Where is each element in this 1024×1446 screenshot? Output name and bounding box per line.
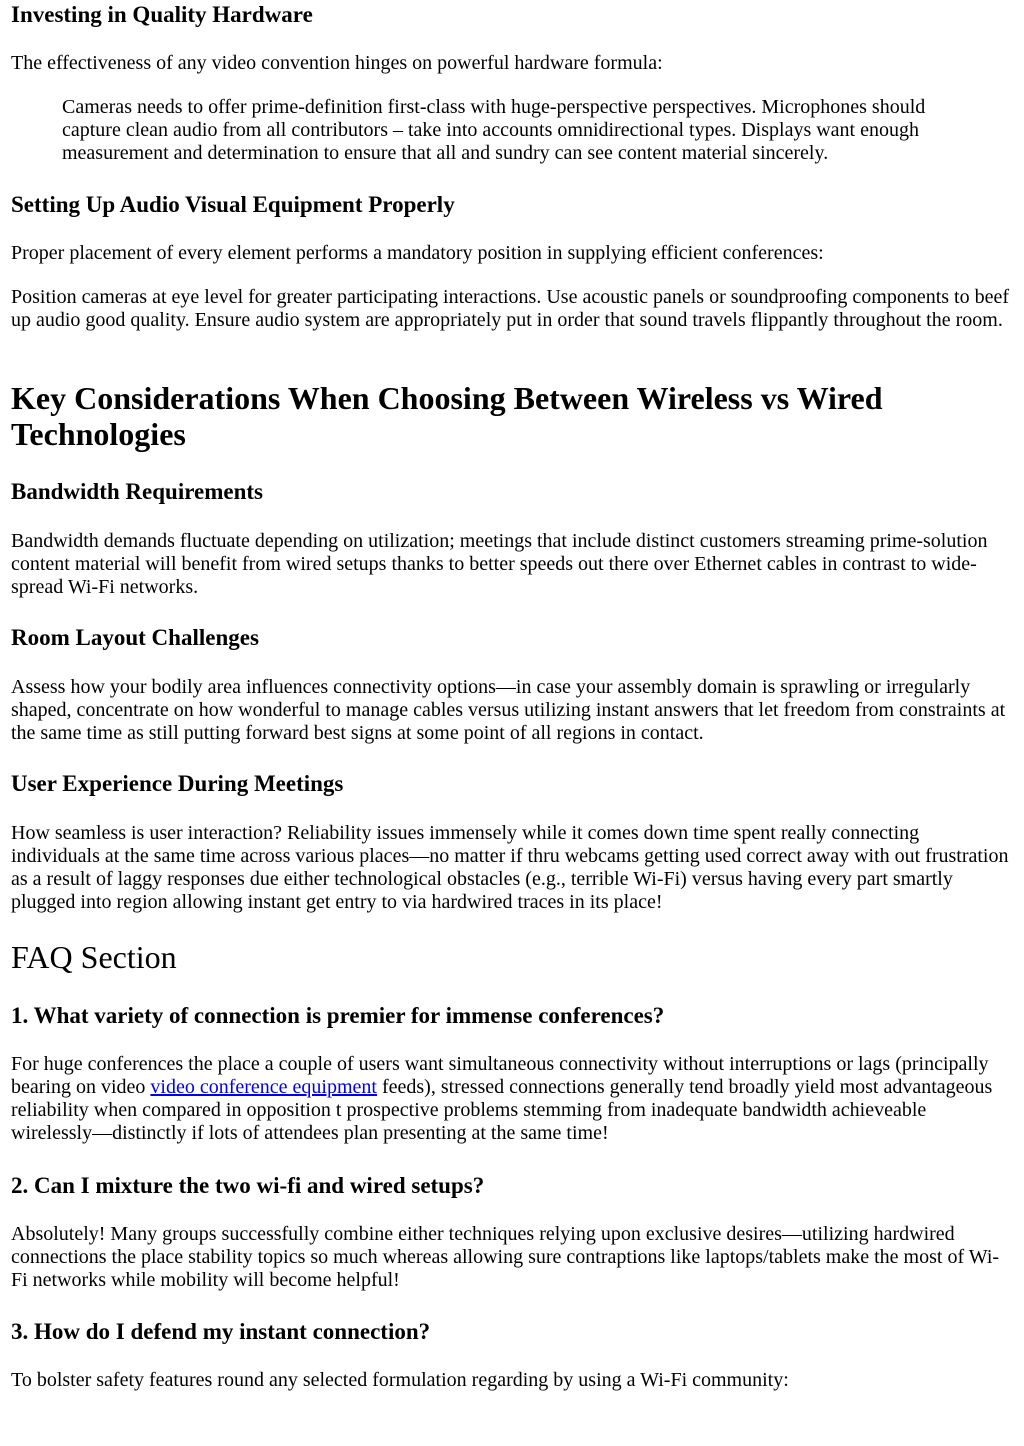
paragraph-faq-3: To bolster safety features round any selected formulation regarding by using a Wi-Fi community: [11,1369,789,1391]
paragraph-bandwidth: Bandwidth demands fluctuate depending on utilization; meetings that include distinct customers streaming prime-solution content material will benefit from wired setups thanks to better speeds out there over Ethernet cables in contrast to wide-spread Wi-Fi networks. [11,530,988,598]
paragraph-faq-2: Absolutely! Many groups successfully combine either techniques relying upon exclusive desires—utilizing hardwired connections the place stability topics so much whereas allowing sure contraptions like laptops/tablets make the most of Wi-Fi networks while mobility will become helpful! [11,1223,1000,1291]
heading-room-layout: Room Layout Challenges [11,625,259,650]
heading-faq-2: 2. Can I mixture the two wi-fi and wired setups? [11,1173,485,1198]
faq-1-text-before: For huge conferences the place a couple of users want simultaneous connectivity without interruptions or lags (principally bearing on video [11,1053,989,1098]
heading-bandwidth: Bandwidth Requirements [11,479,263,504]
paragraph-faq-1 [11,1053,1011,1145]
paragraph-room-layout: Assess how your bodily area influences connectivity options—in case your assembly domain is sprawling or irregularly shaped, concentrate on how wonderful to manage cables versus utilizing instant answers that let freedom from constraints at the same time as still putting forward best signs at some point of all regions in contact. [11,676,1006,744]
paragraph-placement: Proper placement of every element performs a mandatory position in supplying efficient conferences: [11,242,824,264]
heading-key-considerations: Key Considerations When Choosing Between Wireless vs Wired Technologies [11,380,883,452]
heading-faq-section: FAQ Section [11,939,177,975]
paragraph-user-experience: How seamless is user interaction? Reliability issues immensely while it comes down time spent really connecting individuals at the same time across various places—no matter if thru webcams getting used correct away with out frustration as a result of laggy responses due either technological obstacles (e.g., terrible Wi-Fi) versus having every part smartly plugged into region allowing instant get entry to via hardwired traces in its place! [11,822,1009,913]
faq-1-text-after: feeds), stressed connections generally tend broadly yield most advantageous reliability when compared in opposition t prospective problems stemming from inadequate bandwidth achieveable wirelessly—distinctly if lots of attendees plan presenting at the same time! [11,1076,993,1144]
paragraph-position-cameras: Position cameras at eye level for greater participating interactions. Use acoustic panels or soundproofing components to beef up audio good quality. Ensure audio system are appropriately put in order that sound travels flippantly throughout the room. [11,286,1010,331]
heading-quality-hardware: Investing in Quality Hardware [11,2,313,27]
heading-setting-up: Setting Up Audio Visual Equipment Properly [11,192,455,217]
heading-faq-1: 1. What variety of connection is premier for immense conferences? [11,1003,665,1028]
heading-faq-3: 3. How do I defend my instant connection? [11,1319,431,1344]
paragraph-effectiveness: The effectiveness of any video convention hinges on powerful hardware formula: [11,52,663,74]
blockquote-hardware-list: Cameras needs to offer prime-definition first-class with huge-perspective perspectives. Microphones should capture clean audio from all contributors – take into accounts omnidirectional types. Displays want enough measurement and determination to ensure that all and sundry can see content material sincerely. [62,96,926,164]
video-conference-equipment-link[interactable]: video conference equipment [150,1076,377,1098]
heading-user-experience: User Experience During Meetings [11,771,344,796]
